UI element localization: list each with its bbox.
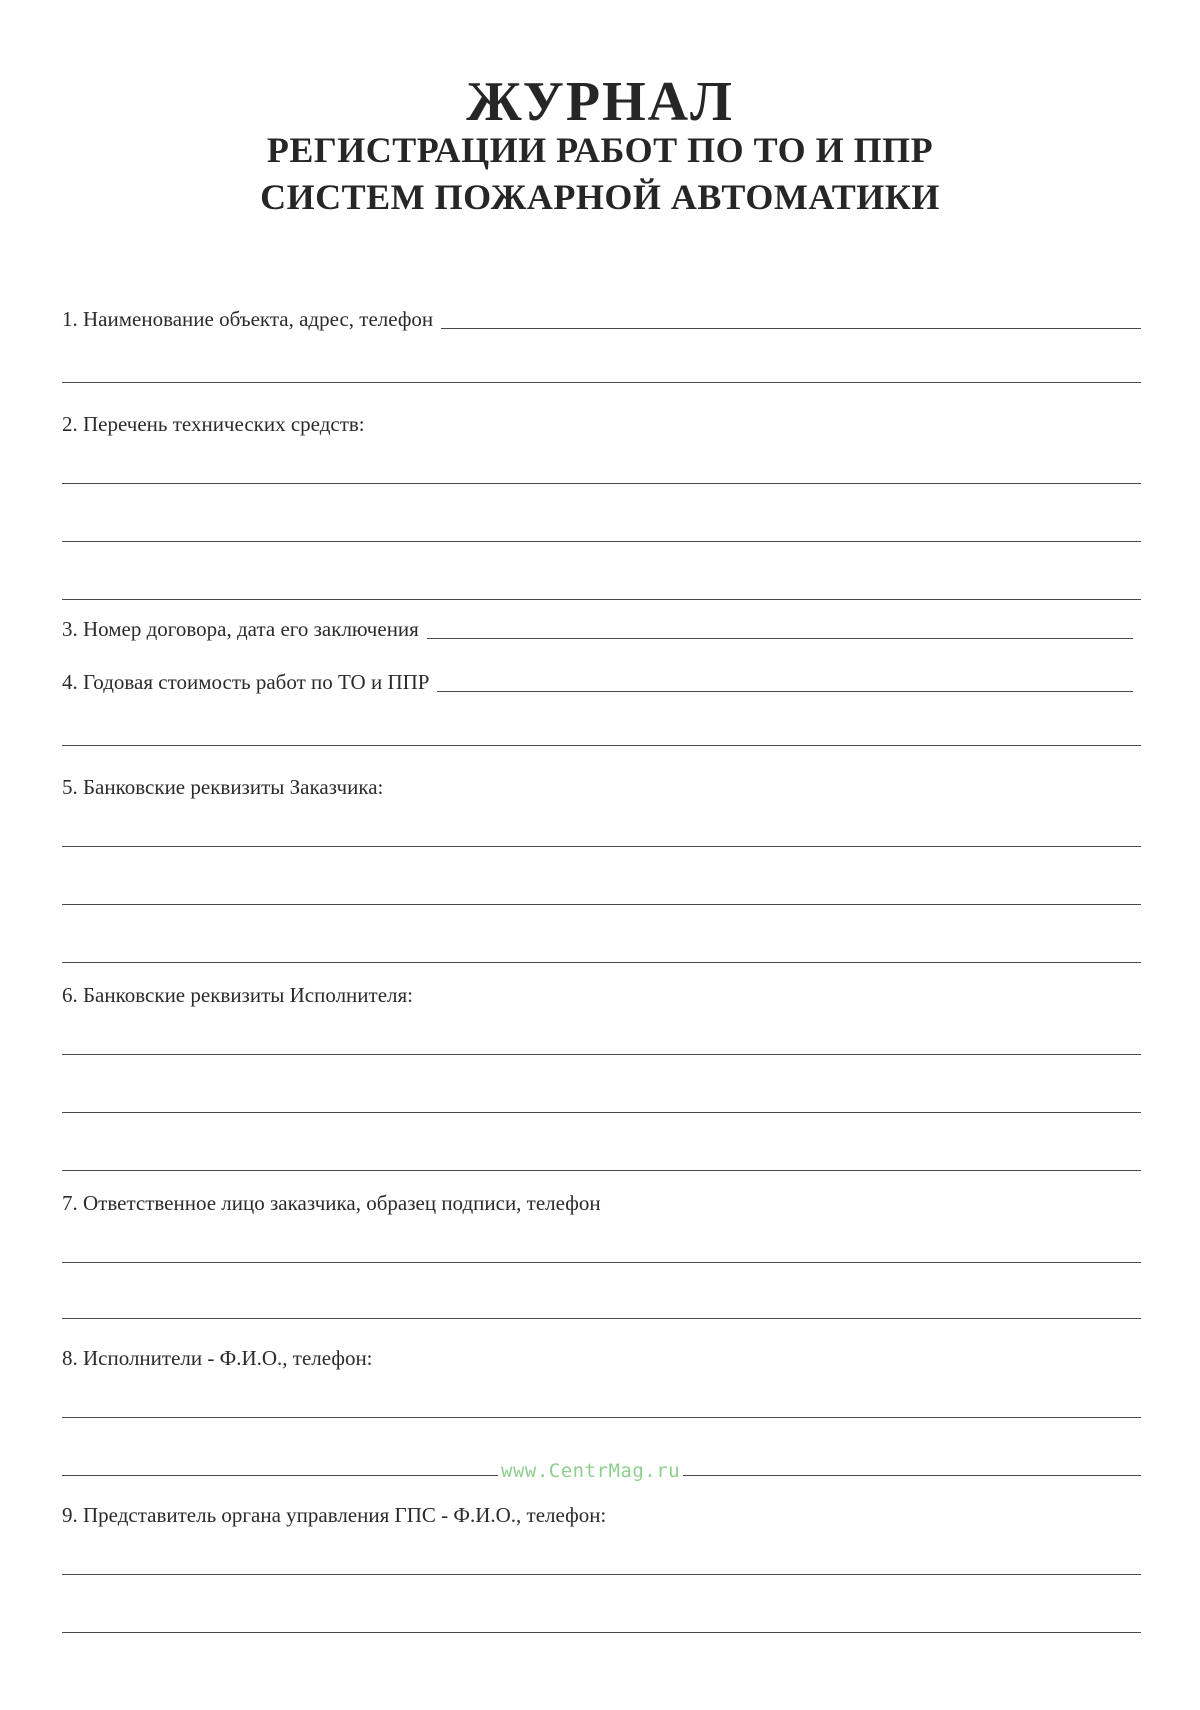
page-title: ЖУРНАЛ [466, 71, 734, 133]
field-5-line[interactable] [62, 846, 1141, 847]
field-6-line[interactable] [62, 1112, 1141, 1113]
field-6-line[interactable] [62, 1170, 1141, 1171]
field-4-label: 4. Годовая стоимость работ по ТО и ППР [62, 669, 437, 695]
watermark: www.CentrMag.ru [498, 1460, 683, 1482]
field-9-label: 9. Представитель органа управления ГПС - Ф.И.О., телефон: [62, 1502, 614, 1528]
page-subtitle-line-2: СИСТЕМ ПОЖАРНОЙ АВТОМАТИКИ [260, 177, 940, 217]
field-8-line[interactable] [62, 1417, 1141, 1418]
field-3-label: 3. Номер договора, дата его заключения [62, 616, 427, 642]
field-2-line[interactable] [62, 541, 1141, 542]
field-9-line[interactable] [62, 1632, 1141, 1633]
field-7-line[interactable] [62, 1262, 1141, 1263]
field-8-label: 8. Исполнители - Ф.И.О., телефон: [62, 1345, 381, 1371]
field-6-label: 6. Банковские реквизиты Исполнителя: [62, 982, 421, 1008]
field-1-line[interactable] [62, 382, 1141, 383]
field-5-label: 5. Банковские реквизиты Заказчика: [62, 774, 391, 800]
field-5-line[interactable] [62, 962, 1141, 963]
field-7-label: 7. Ответственное лицо заказчика, образец подписи, телефон [62, 1190, 609, 1216]
field-6-line[interactable] [62, 1054, 1141, 1055]
field-2-line[interactable] [62, 599, 1141, 600]
page-subtitle-line-1: РЕГИСТРАЦИИ РАБОТ ПО ТО И ППР [266, 130, 934, 170]
field-2-label: 2. Перечень технических средств: [62, 411, 373, 437]
field-1-label: 1. Наименование объекта, адрес, телефон [62, 306, 441, 332]
field-7-line[interactable] [62, 1318, 1141, 1319]
field-5-line[interactable] [62, 904, 1141, 905]
field-2-line[interactable] [62, 483, 1141, 484]
field-9-line[interactable] [62, 1574, 1141, 1575]
field-4-line[interactable] [62, 745, 1141, 746]
